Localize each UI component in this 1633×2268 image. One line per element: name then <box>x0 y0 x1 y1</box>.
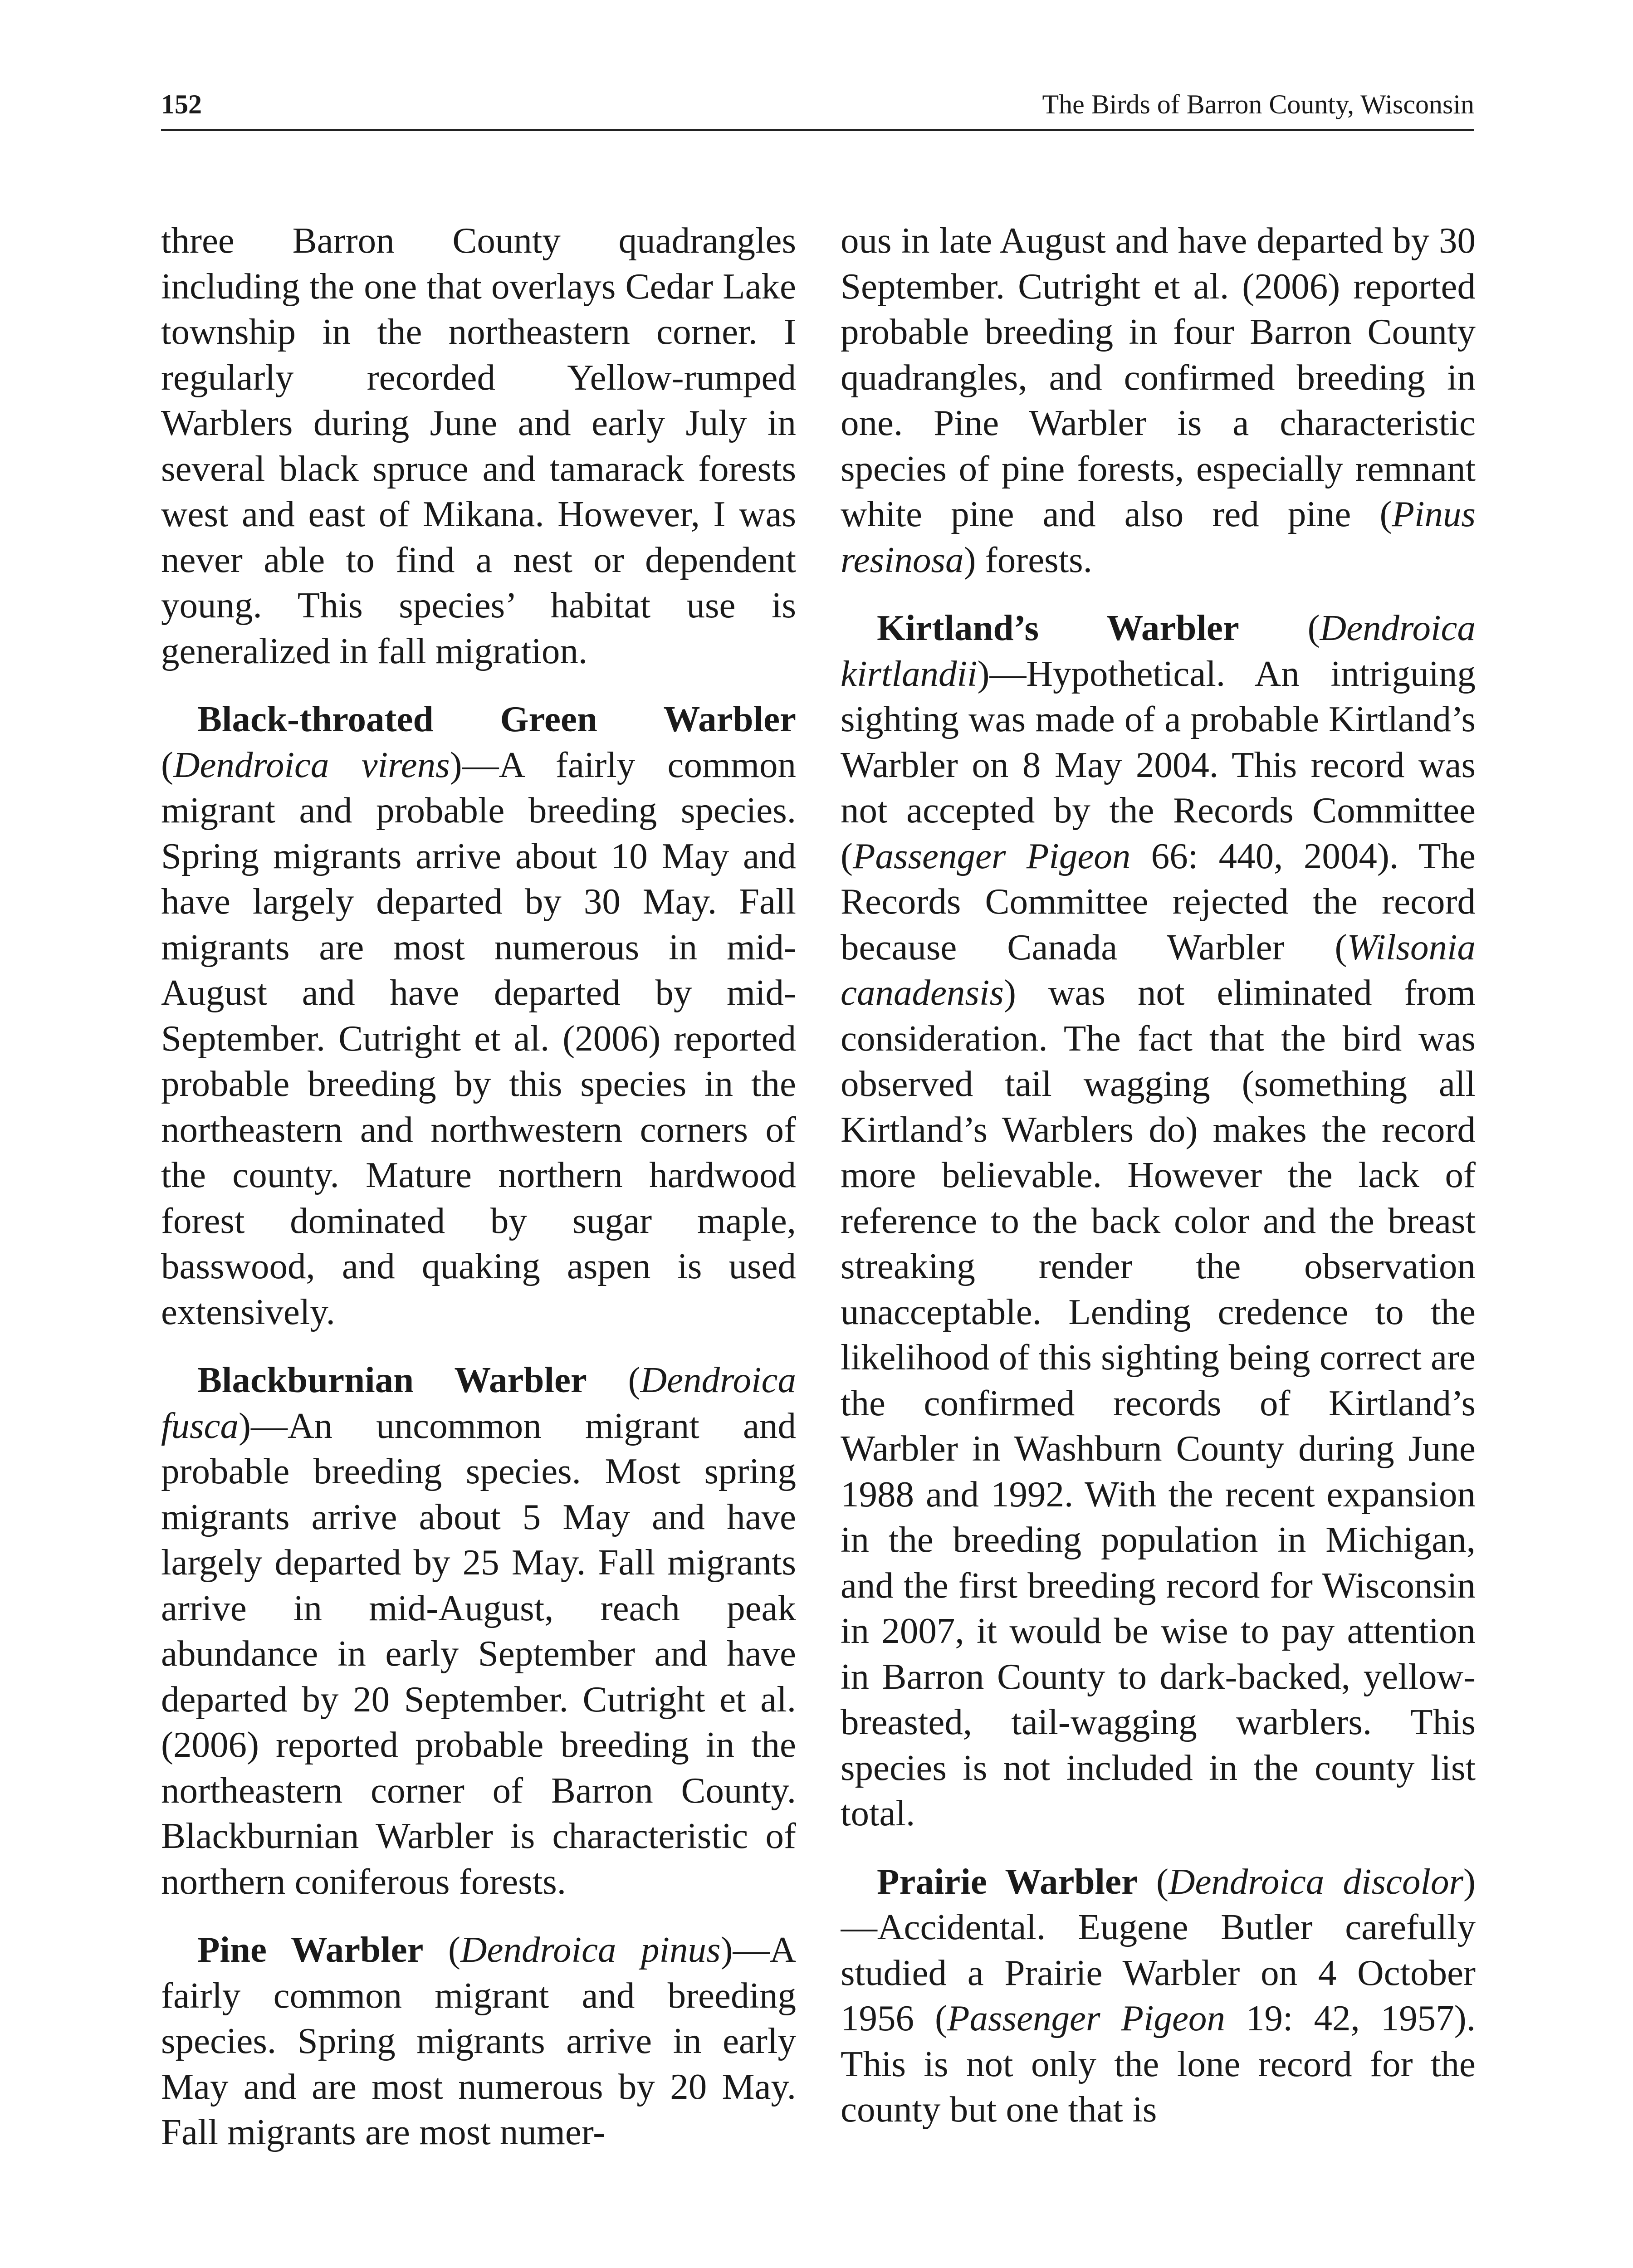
page-number: 152 <box>161 89 202 119</box>
species-text: )—A fairly common migrant and probable breeding species. Spring migrants arrive about 10 May and have largely departed by 30 May. Fall migrants are most numerous in mid-August and have departed by mid-September. Cutright et al. (2006) reported probable breeding by this species in the northeastern and northwestern corners of the county. Mature northern hardwood forest dominated by sugar maple, basswood, and quaking aspen is used extensively. <box>161 744 796 1332</box>
publication-name: Passenger Pigeon <box>947 1998 1225 2038</box>
running-title: The Birds of Barron County, Wisconsin <box>1042 89 1474 119</box>
scientific-name: Dendroica kirtlandii <box>841 607 1476 694</box>
species-name: Black-throated Green Warbler <box>197 699 796 739</box>
species-entry-prairie: Prairie Warbler (Dendroica discolor)—Accidental. Eugene Butler carefully studied a Prairie Warbler on 4 October 1956 (Passenger Pigeon 19: 42, 1957). This is not only the lone record for the county but one that is <box>841 1861 1476 2130</box>
species-name: Pine Warbler <box>197 1929 424 1970</box>
species-text: )—An uncommon migrant and probable breeding species. Most spring migrants arrive about 5 May and have largely departed by 25 May. Fall migrants arrive in mid-August, reach peak abundance in early September and have departed by 20 September. Cutright et al. (2006) reported probable breeding in the northeastern corner of Barron County. Blackburnian Warbler is characteristic of northern coniferous forests. <box>161 1405 796 1902</box>
species-entry-black-throated-green: Black-throated Green Warbler (Dendroica virens)—A fairly common migrant and probable breeding species. Spring migrants arrive about 10 May and have largely departed by 30 May. Fall migrants are most numerous in mid-August and have departed by mid-September. Cutright et al. (2006) reported probable breeding by this species in the northeastern and northwestern corners of the county. Mature northern hardwood forest dominated by sugar maple, basswood, and quaking aspen is used extensively. <box>161 699 796 1332</box>
scientific-name: Pinus resinosa <box>841 494 1476 580</box>
species-text: )—A fairly common migrant and breeding species. Spring migrants arrive in early May and are most numerous by 20 May. Fall migrants are most numer- <box>161 1929 796 2152</box>
species-name: Prairie Warbler <box>877 1861 1138 1902</box>
scientific-name: Dendroica virens <box>173 744 450 785</box>
species-entry-kirtlands: Kirtland’s Warbler (Dendroica kirtlandii)—Hypothetical. An intriguing sighting was made of a probable Kirtland’s Warbler on 8 May 2004. This record was not accepted by the Records Committee (Passenger Pigeon 66: 440, 2004). The Records Committee rejected the record because Canada Warbler (Wilsonia canadensis) was not eliminated from consideration. The fact that the bird was observed tail wagging (something all Kirtland’s Warblers do) makes the record more believable. However the lack of reference to the back color and the breast streaking render the observation unacceptable. Lending credence to the likelihood of this sighting being correct are the confirmed records of Kirtland’s Warbler in Washburn County during June 1988 and 1992. With the recent expansion in the breeding population in Michigan, and the first breeding record for Wisconsin in 2007, it would be wise to pay attention in Barron County to dark-backed, yellow-breasted, tail-wagging warblers. This species is not included in the county list total. <box>841 607 1476 1833</box>
scientific-name: Dendroica pinus <box>460 1929 721 1970</box>
species-name: Blackburnian Warbler <box>197 1359 587 1400</box>
scientific-name: Dendroica discolor <box>1168 1861 1463 1902</box>
paragraph-pine-continued: ous in late August and have departed by 30 September. Cutright et al. (2006) reported probable breeding in four Barron County quadrangles, and confirmed breeding in one. Pine Warbler is a characteristic species of pine forests, especially remnant white pine and also red pine (Pinus resinosa) forests. <box>841 220 1476 580</box>
page-header <box>161 84 1474 131</box>
species-entry-blackburnian: Blackburnian Warbler (Dendroica fusca)—An uncommon migrant and probable breeding species. Most spring migrants arrive about 5 May and have largely departed by 25 May. Fall migrants arrive in mid-August, reach peak abundance in early September and have departed by 20 September. Cutright et al. (2006) reported probable breeding in the northeastern corner of Barron County. Blackburnian Warbler is characteristic of northern coniferous forests. <box>161 1359 796 1902</box>
species-name: Kirtland’s Warbler <box>877 607 1239 648</box>
species-entry-pine: Pine Warbler (Dendroica pinus)—A fairly common migrant and breeding species. Spring migrants arrive in early May and are most numerous by 20 May. Fall migrants are most numer- <box>161 1929 796 2152</box>
left-column <box>161 218 796 2268</box>
publication-name: Passenger Pigeon <box>852 835 1131 876</box>
right-column <box>841 218 1476 2268</box>
scientific-name: Dendroica fusca <box>161 1359 796 1446</box>
scientific-name: Wilsonia canadensis <box>841 926 1476 1013</box>
paragraph-yellow-rumped-continued: three Barron County quadrangles including the one that overlays Cedar Lake township in the northeastern corner. I regularly recorded Yellow-rumped Warblers during June and early July in several black spruce and tamarack forests west and east of Mikana. However, I was never able to find a nest or dependent young. This species’ habitat use is generalized in fall migration. <box>161 220 796 671</box>
